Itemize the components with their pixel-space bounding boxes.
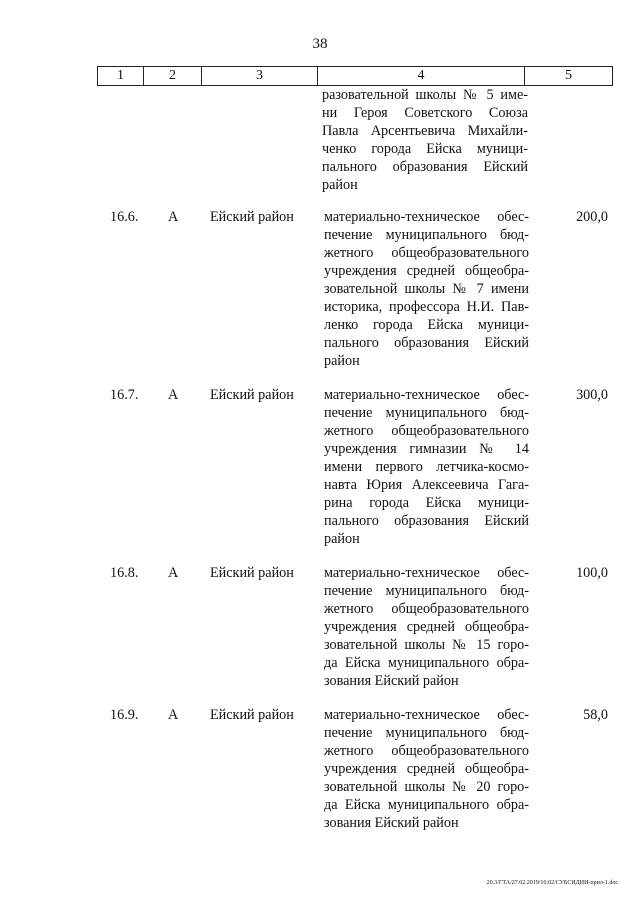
- description-line: жетного общеобразовательного: [324, 423, 529, 439]
- column-header-2: 2: [144, 67, 202, 86]
- description-line: материально-техническое обес-: [324, 387, 529, 403]
- description-line: да Ейска муниципального обра-: [324, 797, 529, 813]
- row-amount: 100,0: [576, 565, 608, 581]
- description-line: жетного общеобразовательного: [324, 601, 529, 617]
- description-line: материально-техническое обес-: [324, 565, 529, 581]
- column-header-5: 5: [525, 67, 613, 86]
- row-description: [324, 208, 529, 370]
- row-number: 16.7.: [110, 387, 139, 403]
- row-district: Ейский район: [210, 565, 294, 581]
- description-line: пального образования Ейский: [322, 159, 528, 175]
- column-header-1: 1: [98, 67, 144, 86]
- description-line: имени первого летчика-космо-: [324, 459, 529, 475]
- page-number: 38: [312, 36, 328, 52]
- row-district: Ейский район: [210, 387, 294, 403]
- description-line: зовательной школы № 7 имени: [324, 281, 529, 297]
- row-district: Ейский район: [210, 707, 294, 723]
- description-line: жетного общеобразовательного: [324, 743, 529, 759]
- row-number: 16.9.: [110, 707, 139, 723]
- row-category: А: [168, 707, 179, 723]
- description-line: Павла Арсентьевича Михайли-: [322, 123, 528, 139]
- description-line: да Ейска муниципального обра-: [324, 655, 529, 671]
- description-line: зовательной школы № 15 горо-: [324, 637, 529, 653]
- column-header-4: 4: [318, 67, 525, 86]
- description-line: район: [324, 531, 360, 547]
- row-description: [324, 706, 529, 832]
- description-line: учреждения средней общеобра-: [324, 619, 529, 635]
- description-line: рина города Ейска муници-: [324, 495, 529, 511]
- description-line: зовательной школы № 20 горо-: [324, 779, 529, 795]
- description-line: печение муниципального бюд-: [324, 405, 529, 421]
- description-line: материально-техническое обес-: [324, 209, 529, 225]
- description-line: печение муниципального бюд-: [324, 725, 529, 741]
- description-line: учреждения средней общеобра-: [324, 761, 529, 777]
- description-line: историка, профессора Н.И. Пав-: [324, 299, 529, 315]
- description-line: навта Юрия Алексеевича Гага-: [324, 477, 529, 493]
- row-number: 16.8.: [110, 565, 139, 581]
- description-line: печение муниципального бюд-: [324, 227, 529, 243]
- row-description: [324, 386, 529, 548]
- continued-description: [322, 86, 528, 194]
- row-category: А: [168, 387, 179, 403]
- description-line: ченко города Ейска муници-: [322, 141, 528, 157]
- description-line: жетного общеобразовательного: [324, 245, 529, 261]
- description-line: материально-техническое обес-: [324, 707, 529, 723]
- description-line: разовательной школы № 5 име-: [322, 87, 528, 103]
- description-line: район: [324, 353, 360, 369]
- footer-file-path: 20.3/ГТА/27.02.2019/16:02/СУБСИДИИ-прил-1.doc: [486, 880, 618, 886]
- row-amount: 58,0: [583, 707, 608, 723]
- description-line: зования Ейский район: [324, 673, 459, 689]
- column-header-3: 3: [202, 67, 318, 86]
- description-line: печение муниципального бюд-: [324, 583, 529, 599]
- row-description: [324, 564, 529, 690]
- row-amount: 300,0: [576, 387, 608, 403]
- description-line: пального образования Ейский: [324, 335, 529, 351]
- row-amount: 200,0: [576, 209, 608, 225]
- description-line: район: [322, 177, 358, 193]
- description-line: ленко города Ейска муници-: [324, 317, 529, 333]
- description-line: учреждения гимназии № 14: [324, 441, 529, 457]
- description-line: учреждения средней общеобра-: [324, 263, 529, 279]
- description-line: зования Ейский район: [324, 815, 459, 831]
- row-category: А: [168, 209, 179, 225]
- row-category: А: [168, 565, 179, 581]
- description-line: пального образования Ейский: [324, 513, 529, 529]
- column-header-table: [97, 66, 613, 86]
- description-line: ни Героя Советского Союза: [322, 105, 528, 121]
- row-number: 16.6.: [110, 209, 139, 225]
- row-district: Ейский район: [210, 209, 294, 225]
